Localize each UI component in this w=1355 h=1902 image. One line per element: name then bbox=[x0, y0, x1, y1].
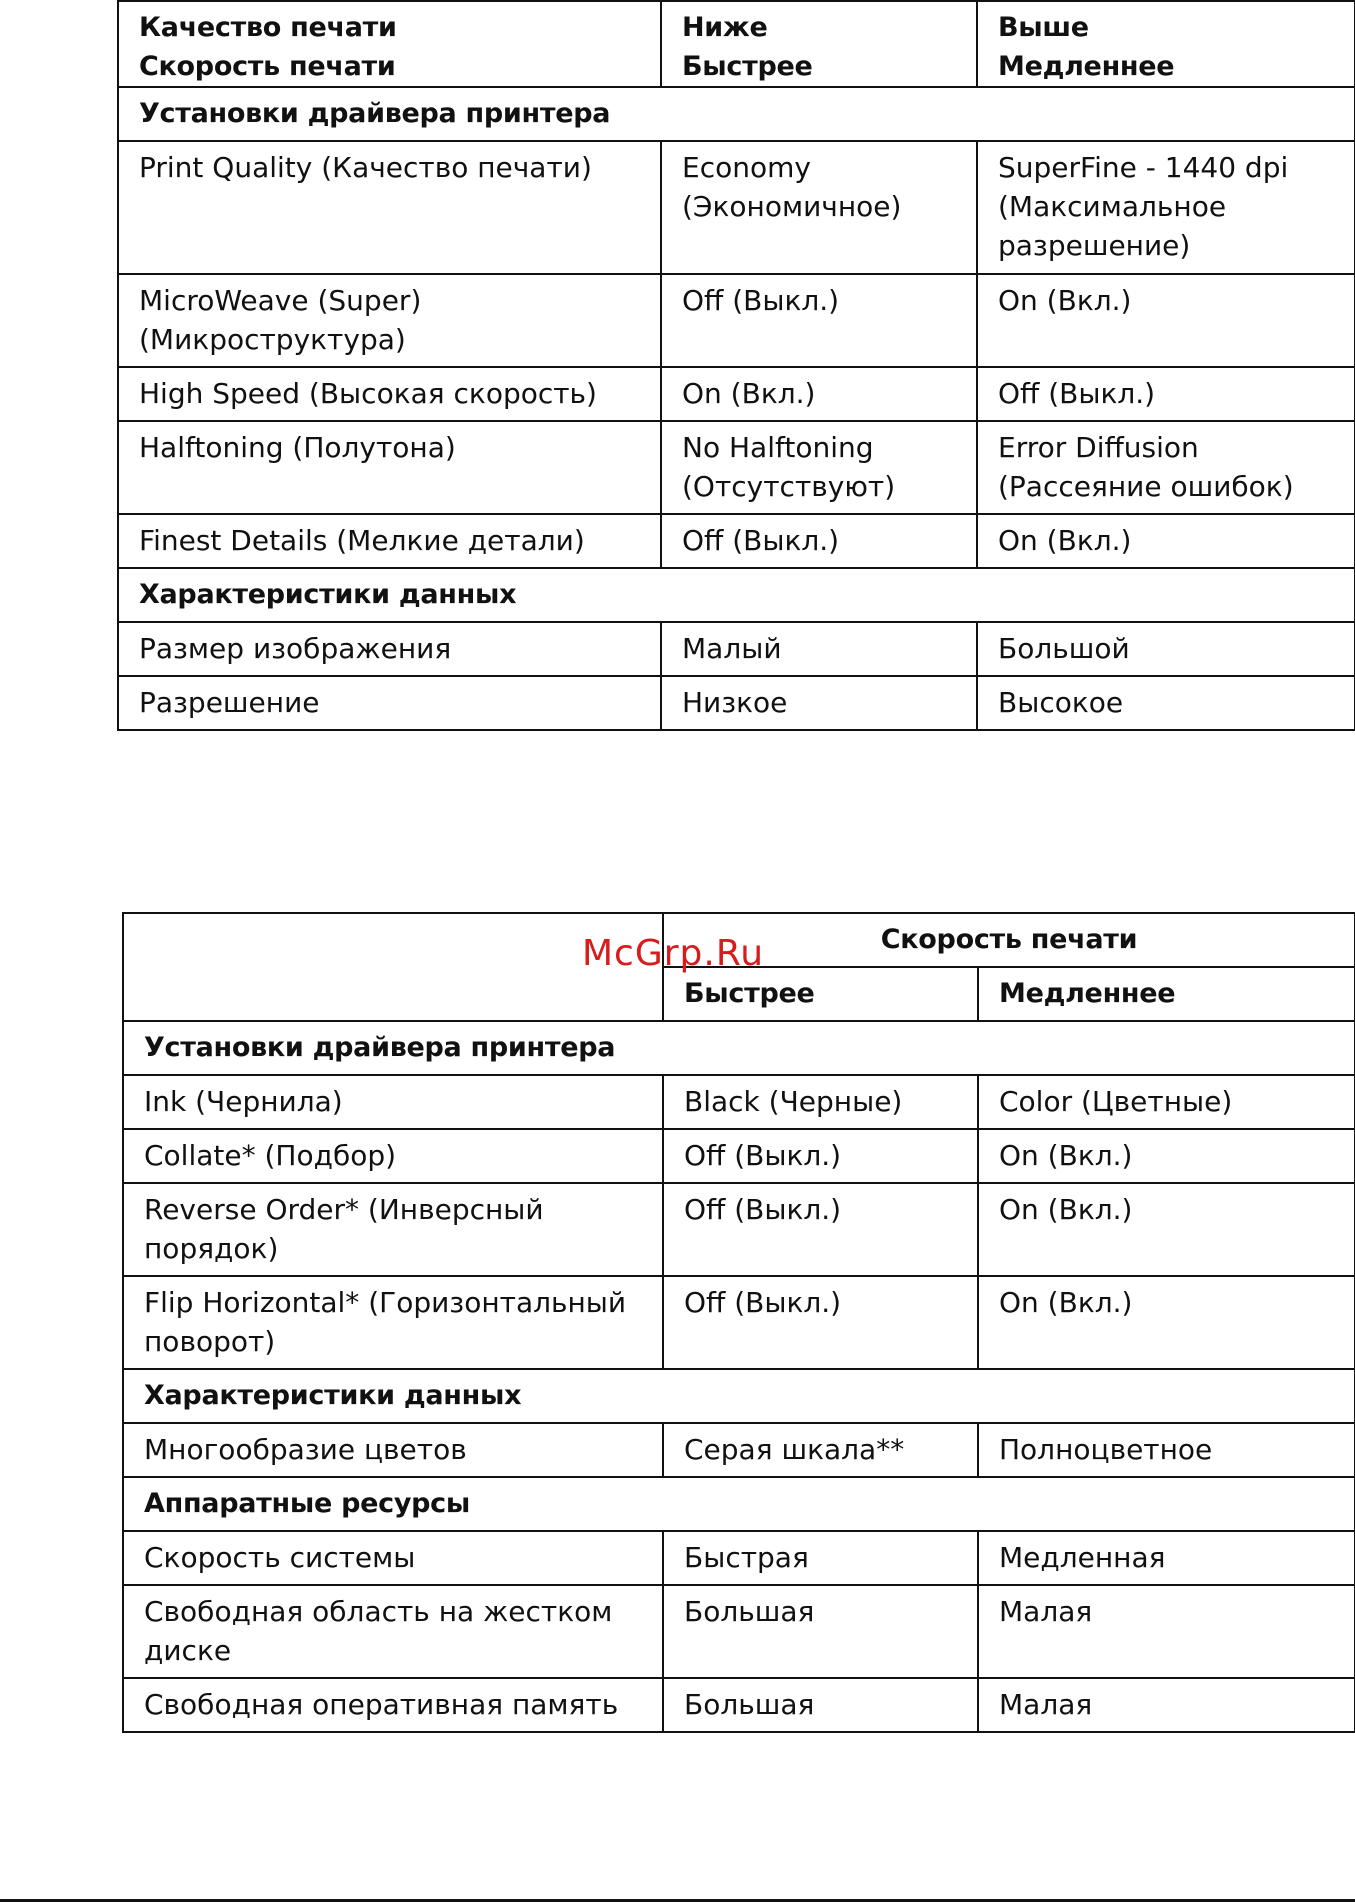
setting-cell: Finest Details (Мелкие детали) bbox=[118, 514, 661, 568]
table-row bbox=[123, 1183, 1355, 1276]
setting-cell bbox=[118, 141, 661, 274]
section-title: Установки драйвера принтера bbox=[118, 87, 1355, 141]
setting-cell: Collate* (Подбор) bbox=[123, 1129, 663, 1183]
table-row bbox=[118, 622, 1355, 676]
value-cell bbox=[661, 421, 977, 514]
setting-cell: Ink (Чернила) bbox=[123, 1075, 663, 1129]
section-row bbox=[118, 87, 1355, 141]
cell-line: Economy bbox=[682, 151, 811, 184]
cell-line: SuperFine - 1440 dpi bbox=[998, 151, 1289, 184]
table-row bbox=[123, 1075, 1355, 1129]
setting-cell bbox=[123, 1585, 663, 1678]
setting-cell bbox=[123, 1276, 663, 1369]
setting-cell bbox=[118, 274, 661, 367]
value-cell: Медленная bbox=[978, 1531, 1355, 1585]
value-cell: On (Вкл.) bbox=[978, 1276, 1355, 1369]
value-cell: On (Вкл.) bbox=[978, 1129, 1355, 1183]
table-row bbox=[123, 1129, 1355, 1183]
watermark: McGrp.Ru bbox=[582, 933, 765, 974]
header-cell bbox=[977, 1, 1355, 87]
value-cell: Быстрая bbox=[663, 1531, 978, 1585]
print-speed-table bbox=[122, 912, 1355, 1733]
table-row bbox=[118, 141, 1355, 274]
value-cell: Off (Выкл.) bbox=[661, 274, 977, 367]
setting-cell: Разрешение bbox=[118, 676, 661, 730]
cell-line: порядок) bbox=[144, 1232, 279, 1265]
setting-cell: Скорость системы bbox=[123, 1531, 663, 1585]
section-title: Характеристики данных bbox=[123, 1369, 1355, 1423]
value-cell: Полноцветное bbox=[978, 1423, 1355, 1477]
value-cell: Color (Цветные) bbox=[978, 1075, 1355, 1129]
setting-cell: Свободная оперативная память bbox=[123, 1678, 663, 1732]
value-cell: Off (Выкл.) bbox=[977, 367, 1355, 421]
header-line: Быстрее bbox=[682, 51, 813, 82]
header-cell bbox=[661, 1, 977, 87]
table-row bbox=[118, 676, 1355, 730]
value-cell: Малая bbox=[978, 1585, 1355, 1678]
value-cell: Black (Черные) bbox=[663, 1075, 978, 1129]
value-cell: Большая bbox=[663, 1678, 978, 1732]
value-cell: Высокое bbox=[977, 676, 1355, 730]
cell-line: MicroWeave (Super) bbox=[139, 284, 422, 317]
table-row bbox=[123, 1585, 1355, 1678]
header-span-cell: Скорость печати bbox=[663, 913, 1355, 967]
value-cell: Малая bbox=[978, 1678, 1355, 1732]
value-cell: Большая bbox=[663, 1585, 978, 1678]
setting-cell: Многообразие цветов bbox=[123, 1423, 663, 1477]
cell-line: (Микроструктура) bbox=[139, 323, 406, 356]
table-row bbox=[118, 367, 1355, 421]
cell-line: (Отсутствуют) bbox=[682, 470, 896, 503]
value-cell: Off (Выкл.) bbox=[663, 1183, 978, 1276]
cell-line: (Рассеяние ошибок) bbox=[998, 470, 1294, 503]
setting-cell: Размер изображения bbox=[118, 622, 661, 676]
header-line: Ниже bbox=[682, 12, 768, 43]
cell-line: (Максимальное bbox=[998, 190, 1227, 223]
setting-cell: Halftoning (Полутона) bbox=[118, 421, 661, 514]
section-row bbox=[118, 568, 1355, 622]
print-quality-table bbox=[117, 0, 1355, 731]
table-row bbox=[118, 514, 1355, 568]
cell-line: Print Quality (Качество печати) bbox=[139, 151, 592, 184]
setting-cell: High Speed (Высокая скорость) bbox=[118, 367, 661, 421]
table-row bbox=[123, 1276, 1355, 1369]
cell-line: No Halftoning bbox=[682, 431, 874, 464]
value-cell: Низкое bbox=[661, 676, 977, 730]
value-cell bbox=[661, 141, 977, 274]
value-cell: Серая шкала** bbox=[663, 1423, 978, 1477]
table-row bbox=[123, 1531, 1355, 1585]
cell-line: поворот) bbox=[144, 1325, 276, 1358]
section-row bbox=[123, 1369, 1355, 1423]
header-line: Медленнее bbox=[998, 51, 1175, 82]
cell-line: Свободная область на жестком bbox=[144, 1595, 613, 1628]
value-cell: Малый bbox=[661, 622, 977, 676]
header-cell bbox=[118, 1, 661, 87]
header-line: Выше bbox=[998, 12, 1089, 43]
table-header-row bbox=[118, 1, 1355, 87]
cell-line: Reverse Order* (Инверсный bbox=[144, 1193, 544, 1226]
cell-line: диске bbox=[144, 1634, 232, 1667]
value-cell bbox=[977, 141, 1355, 274]
table-row bbox=[123, 1678, 1355, 1732]
header-cell: Быстрее bbox=[663, 967, 978, 1021]
header-line: Скорость печати bbox=[139, 51, 396, 82]
value-cell bbox=[977, 421, 1355, 514]
table-row bbox=[123, 1423, 1355, 1477]
value-cell: Off (Выкл.) bbox=[663, 1276, 978, 1369]
section-title: Аппаратные ресурсы bbox=[123, 1477, 1355, 1531]
setting-cell bbox=[123, 1183, 663, 1276]
value-cell: Off (Выкл.) bbox=[663, 1129, 978, 1183]
value-cell: On (Вкл.) bbox=[978, 1183, 1355, 1276]
section-row bbox=[123, 1021, 1355, 1075]
value-cell: On (Вкл.) bbox=[661, 367, 977, 421]
section-row bbox=[123, 1477, 1355, 1531]
section-title: Установки драйвера принтера bbox=[123, 1021, 1355, 1075]
value-cell: Большой bbox=[977, 622, 1355, 676]
header-line: Качество печати bbox=[139, 12, 397, 43]
cell-line: (Экономичное) bbox=[682, 190, 902, 223]
table-row bbox=[118, 274, 1355, 367]
value-cell: On (Вкл.) bbox=[977, 274, 1355, 367]
cell-line: Flip Horizontal* (Горизонтальный bbox=[144, 1286, 627, 1319]
section-title: Характеристики данных bbox=[118, 568, 1355, 622]
header-cell: Медленнее bbox=[978, 967, 1355, 1021]
cell-line: разрешение) bbox=[998, 229, 1191, 262]
cell-line: Error Diffusion bbox=[998, 431, 1199, 464]
value-cell: On (Вкл.) bbox=[977, 514, 1355, 568]
table-row bbox=[118, 421, 1355, 514]
value-cell: Off (Выкл.) bbox=[661, 514, 977, 568]
